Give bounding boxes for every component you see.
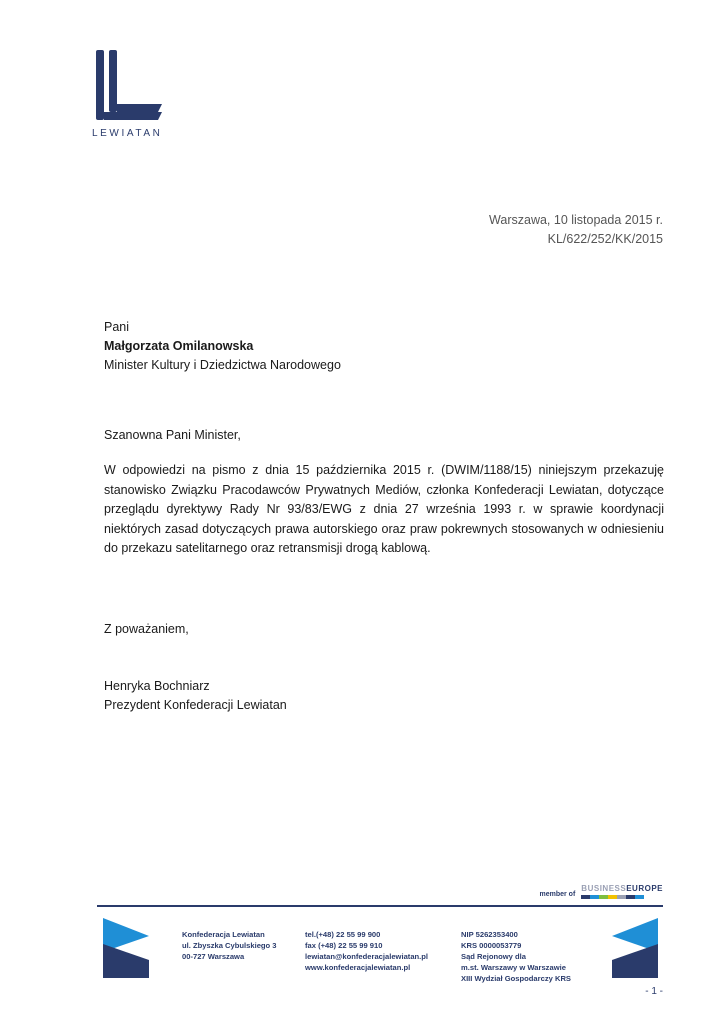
date-block xyxy=(489,211,663,249)
businesseurope-part2: EUROPE xyxy=(626,884,663,893)
footer-registration-line: KRS 0000053779 xyxy=(461,941,522,950)
reference-number: KL/622/252/KK/2015 xyxy=(547,232,663,246)
footer-registration-line: NIP 5262353400 xyxy=(461,930,518,939)
businesseurope-part1: BUSINESS xyxy=(581,884,627,893)
lewiatan-logo xyxy=(92,48,170,139)
footer-phone: tel.(+48) 22 55 99 900 xyxy=(305,930,381,939)
closing: Z poważaniem, xyxy=(104,622,189,636)
signature-name: Henryka Bochniarz xyxy=(104,679,210,693)
footer-registration-line: XIII Wydział Gospodarczy KRS xyxy=(461,974,571,983)
date-line: Warszawa, 10 listopada 2015 r. xyxy=(489,213,663,227)
lewiatan-l-icon xyxy=(92,48,164,124)
footer-website: www.konfederacjalewiatan.pl xyxy=(305,963,411,972)
footer-address-line: ul. Zbyszka Cybulskiego 3 xyxy=(182,941,277,950)
recipient-block xyxy=(104,318,341,375)
recipient-name: Małgorzata Omilanowska xyxy=(104,339,254,353)
salutation: Szanowna Pani Minister, xyxy=(104,428,241,442)
footer-address-line: Konfederacja Lewiatan xyxy=(182,930,265,939)
footer-registration xyxy=(461,929,571,984)
signature-title: Prezydent Konfederacji Lewiatan xyxy=(104,698,287,712)
letter-body: W odpowiedzi na pismo z dnia 15 października 2015 r. (DWIM/1188/15) niniejszym przekazuję stanowisko Związku Pracodawców Prywatnych Mediów, członka Konfederacji Lewiatan, dotyczące przeglądu dyrektywy Rady Nr 93/83/EWG z dnia 27 września 1993 r. w sprawie koordynacji niektórych zasad dotyczących prawa autorskiego oraz praw pokrewnych stosowanych w odniesieniu do przekazu satelitarnego oraz retransmisji drogą kablową. xyxy=(104,463,664,555)
footer-registration-line: m.st. Warszawy w Warszawie xyxy=(461,963,566,972)
footer-fax: fax (+48) 22 55 99 910 xyxy=(305,941,383,950)
footer-address xyxy=(182,929,277,962)
footer-divider xyxy=(97,905,663,907)
member-of-label: member of xyxy=(539,891,576,898)
footer-right-arrow-icon xyxy=(612,918,658,983)
footer-registration-line: Sąd Rejonowy dla xyxy=(461,952,526,961)
logo-wordmark: LEWIATAN xyxy=(92,128,163,139)
footer-left-arrow-icon xyxy=(103,918,149,983)
page-number: - 1 - xyxy=(645,986,663,997)
signature-block xyxy=(104,677,287,715)
businesseurope-membership xyxy=(540,884,664,899)
recipient-position: Minister Kultury i Dziedzictwa Narodowego xyxy=(104,358,341,372)
footer-contact xyxy=(305,929,428,973)
footer-address-line: 00-727 Warszawa xyxy=(182,952,245,961)
footer-email: lewiatan@konfederacjalewiatan.pl xyxy=(305,952,429,961)
businesseurope-color-bar xyxy=(581,895,644,899)
businesseurope-logo xyxy=(581,884,663,899)
recipient-title: Pani xyxy=(104,320,130,334)
